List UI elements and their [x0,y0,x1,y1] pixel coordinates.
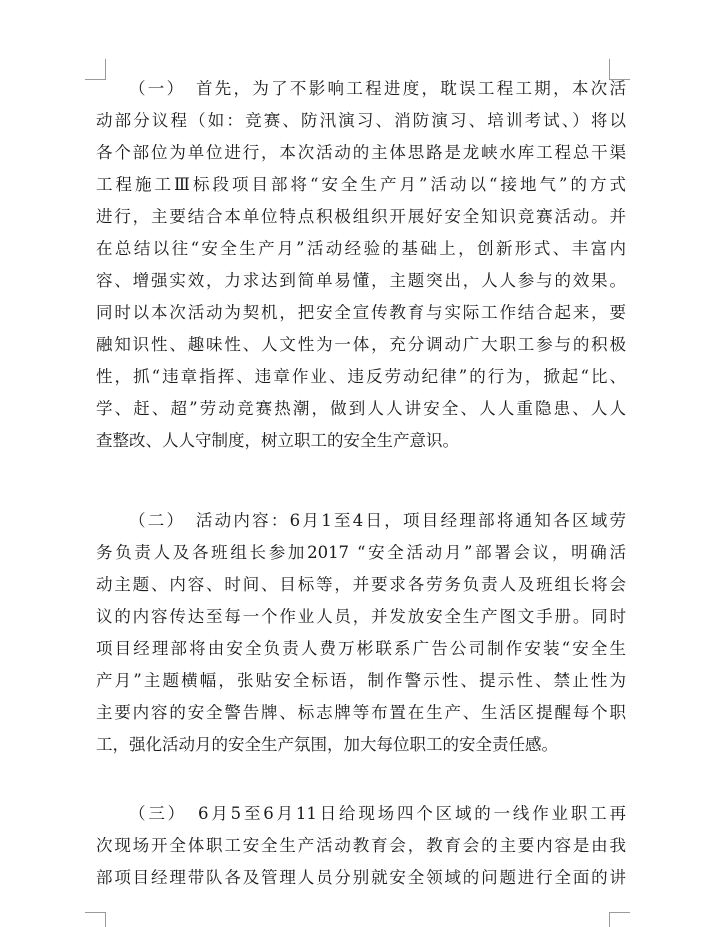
text-line: 务负责人及各班组长参加2017 “安全活动月”部署会议，明确活 [96,543,626,562]
text-line: 在总结以往“安全生产月”活动经验的基础上，创新形式、丰富内 [96,239,626,258]
text-line: （一） 首先，为了不影响工程进度，耽误工程工期，本次活 [129,79,626,98]
text-line: 动主题、内容、时间、目标等，并要求各劳务负责人及班组长将会 [96,575,626,594]
text-line: 产月”主题横幅，张贴安全标语，制作警示性、提示性、禁止性为 [96,671,626,690]
text-line: 工程施工Ⅲ标段项目部将“安全生产月”活动以“接地气”的方式 [96,175,626,194]
text-line: 部项目经理带队各及管理人员分别就安全领域的问题进行全面的讲 [96,868,626,887]
text-line: 次现场开全体职工安全生产活动教育会，教育会的主要内容是由我 [96,836,626,855]
text-line: 各个部位为单位进行，本次活动的主体思路是龙峡水库工程总干渠 [96,143,626,162]
text-line: 学、赶、超”劳动竞赛热潮，做到人人讲安全、人人重隐患、人人 [96,399,626,418]
text-line: （三） 6月5至6月11日给现场四个区域的一线作业职工再 [129,804,626,823]
text-line: 容、增强实效，力求达到简单易懂，主题突出，人人参与的效果。 [96,271,626,290]
text-line: 议的内容传达至每一个作业人员，并发放安全生产图文手册。同时 [96,607,626,626]
paragraph-1 [96,73,626,457]
text-line: 同时以本次活动为契机，把安全宣传教育与实际工作结合起来，要 [96,303,626,322]
text-line: 工，强化活动月的安全生产氛围，加大每位职工的安全责任感。 [96,735,558,754]
text-line: 项目经理部将由安全负责人费万彬联系广告公司制作安装“安全生 [96,639,626,658]
paragraph-3 [96,798,626,894]
crop-mark-bottom-left [85,912,106,927]
text-line: 融知识性、趣味性、人文性为一体，充分调动广大职工参与的积极 [96,335,626,354]
crop-mark-bottom-right [609,912,630,927]
paragraph-2 [96,505,626,761]
text-line: （二） 活动内容：6月1至4日，项目经理部将通知各区域劳 [129,511,626,530]
text-line: 性，抓“违章指挥、违章作业、违反劳动纪律”的行为，掀起“比、 [96,367,626,386]
text-line: 查整改、人人守制度，树立职工的安全生产意识。 [96,431,459,450]
text-line: 动部分议程（如：竞赛、防汛演习、消防演习、培训考试、）将以 [96,111,626,130]
text-line: 进行，主要结合本单位特点积极组织开展好安全知识竞赛活动。并 [96,207,626,226]
text-line: 主要内容的安全警告牌、标志牌等布置在生产、生活区提醒每个职 [96,703,626,722]
